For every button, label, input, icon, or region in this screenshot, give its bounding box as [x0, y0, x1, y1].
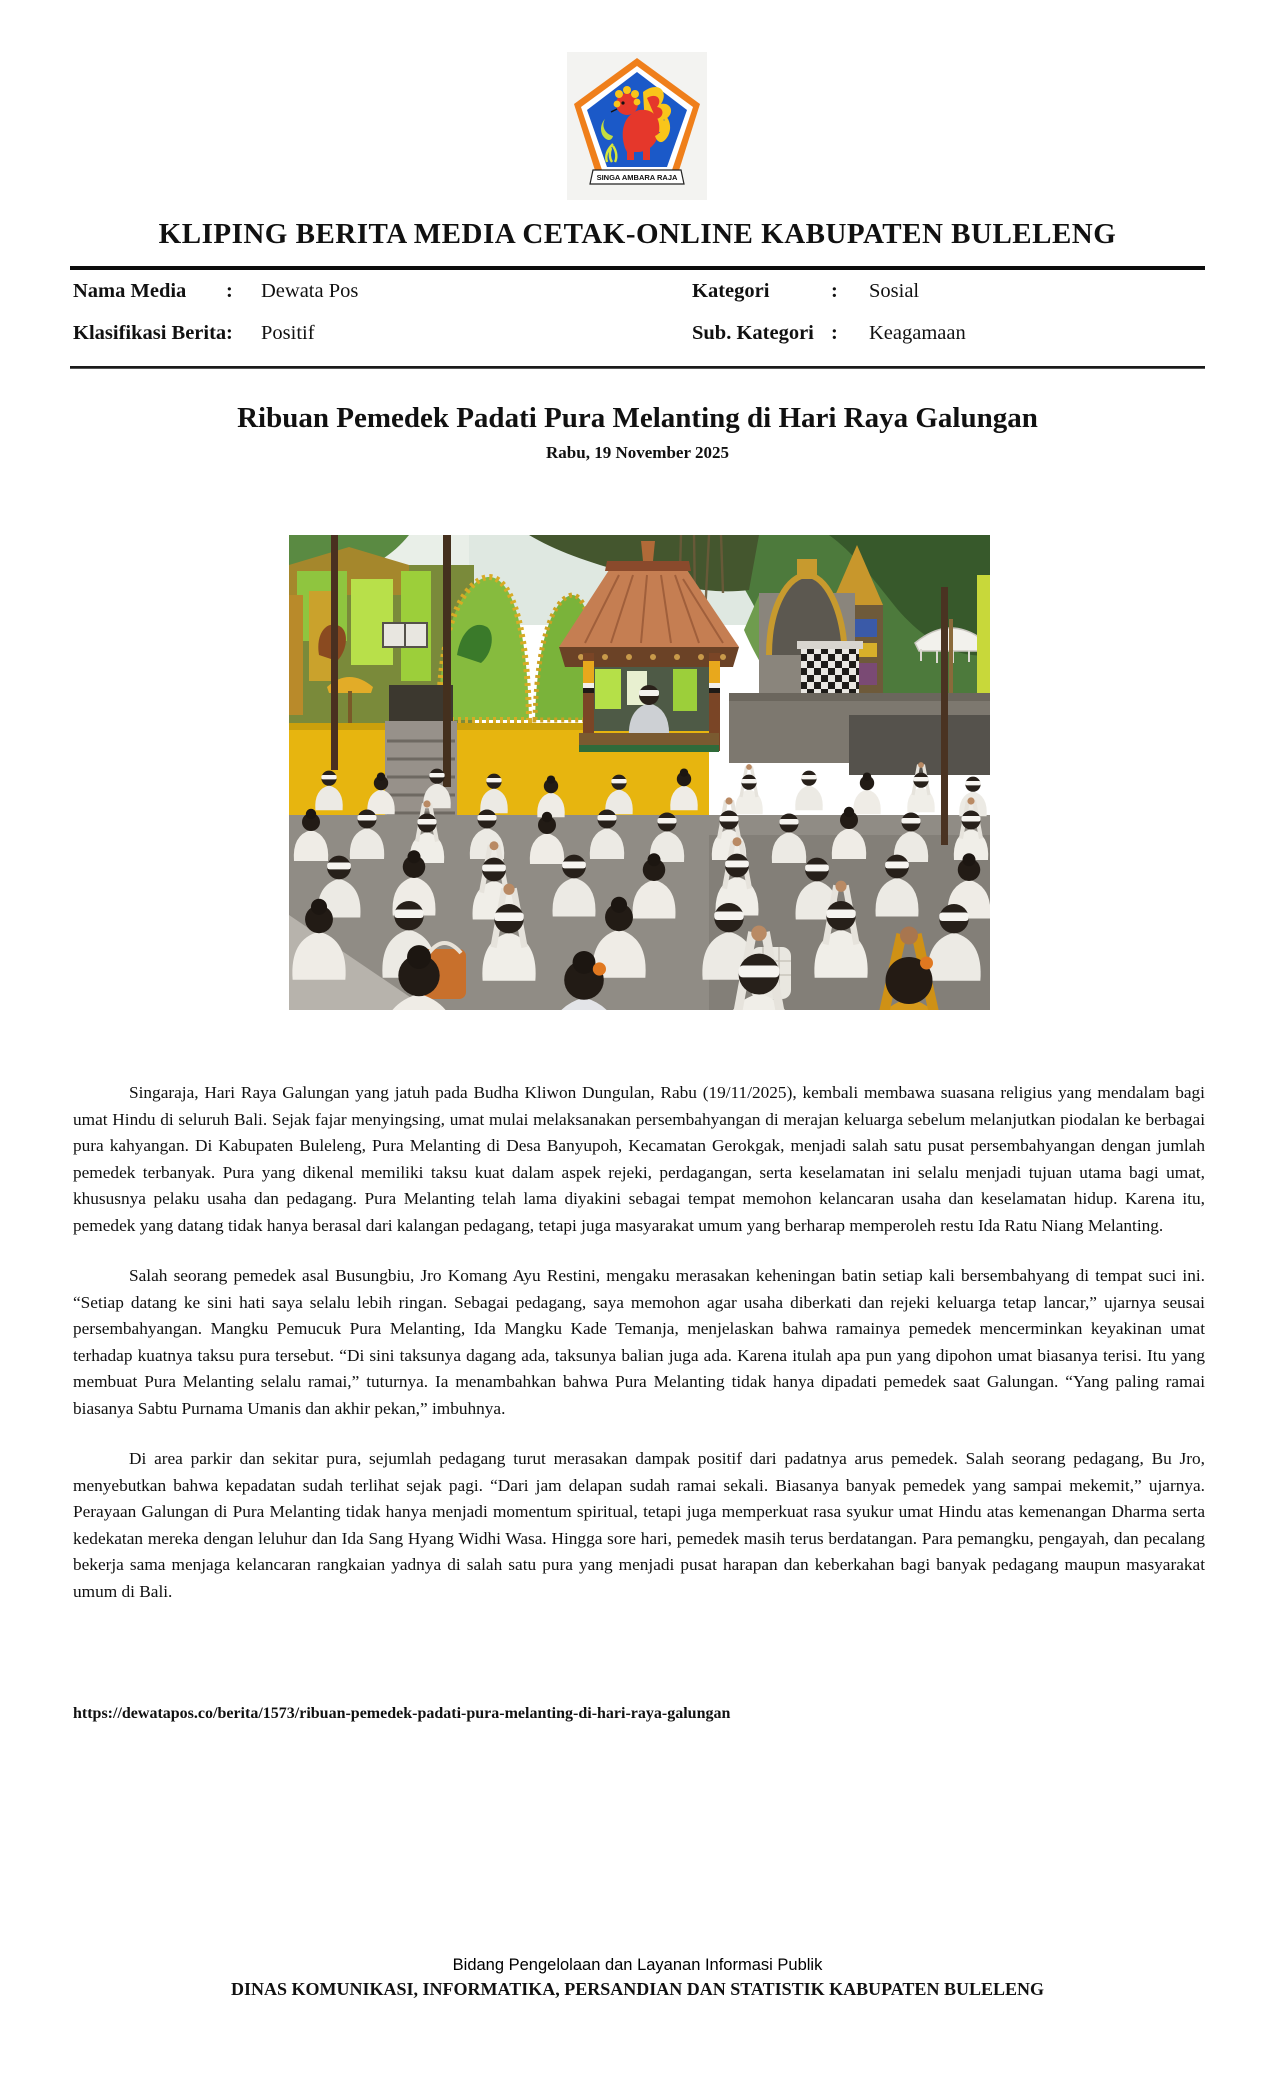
- document-footer: [0, 1956, 1275, 2000]
- meta-colon: :: [831, 280, 838, 302]
- meta-value-klasifikasi: Positif: [261, 322, 315, 344]
- article-source-url[interactable]: https://dewatapos.co/berita/1573/ribuan-pemedek-padati-pura-melanting-di-hari-raya-galungan: [73, 1705, 731, 1722]
- meta-row-2: [0, 322, 1275, 364]
- article-date: Rabu, 19 November 2025: [546, 443, 729, 462]
- meta-colon: :: [831, 322, 838, 344]
- header-rule-top: [70, 266, 1205, 270]
- logo-banner-text: SINGA AMBARA RAJA: [596, 173, 678, 182]
- article-photo: [289, 535, 990, 1010]
- footer-division: Bidang Pengelolaan dan Layanan Informasi Publik: [452, 1956, 823, 1974]
- meta-colon: :: [226, 280, 233, 302]
- buleleng-regency-logo: [567, 52, 707, 200]
- meta-value-kategori: Sosial: [869, 280, 920, 302]
- article-paragraph-1: Singaraja, Hari Raya Galungan yang jatuh pada Budha Kliwon Dungulan, Rabu (19/11/2025), kembali membawa suasana religius yang mendalam bagi umat Hindu di seluruh Bali. Sejak fajar menyingsing, umat mulai melaksanakan persembahyangan di merajan keluarga sebelum melanjutkan piodalan ke berbagai pura kahyangan. Di Kabupaten Buleleng, Pura Melanting di Desa Banyupoh, Kecamatan Gerokgak, menjadi salah satu pusat persembahyangan dengan jumlah pemedek terbanyak. Pura yang dikenal memiliki taksu kuat dalam aspek rejeki, perdagangan, serta keselamatan ini selalu menjadi tujuan utama bagi umat, khususnya pelaku usaha dan pedagang. Pura Melanting telah lama diyakini sebagai tempat memohon kelancaran usaha dan keselamatan hidup. Karena itu, pemedek yang datang tidak hanya berasal dari kalangan pedagang, tetapi juga masyarakat umum yang berharap memperoleh restu Ida Ratu Niang Melanting.: [73, 1083, 1205, 1235]
- article-body: [73, 1080, 1205, 1629]
- header-rule-bottom: [70, 366, 1205, 369]
- meta-colon: :: [226, 322, 233, 344]
- page-title: KLIPING BERITA MEDIA CETAK-ONLINE KABUPATEN BULELENG: [158, 218, 1117, 250]
- meta-label-sub-kategori: Sub. Kategori: [692, 322, 814, 344]
- article-paragraph-3: Di area parkir dan sekitar pura, sejumlah pedagang turut merasakan dampak positif dari padatnya arus pemedek. Salah seorang pedagang, Bu Jro, menyebutkan bahwa kepadatan sudah terlihat sejak pagi. “Dari jam delapan sudah ramai sekali. Biasanya banyak pemedek yang sampai mekemit,” ujarnya. Perayaan Galungan di Pura Melanting tidak hanya menjadi momentum spiritual, tetapi juga memperkuat rasa syukur umat Hindu atas kemenangan Dharma serta kedekatan mereka dengan leluhur dan Ida Sang Hyang Widhi Wasa. Hingga sore hari, pemedek masih terus berdatangan. Para pemangku, pengayah, dan pecalang bekerja sama menjaga kelancaran rangkaian yadnya di salah satu pura yang menjadi pusat harapan dan keberkahan bagi banyak pedagang maupun masyarakat umum di Bali.: [73, 1449, 1205, 1601]
- meta-label-nama-media: Nama Media: [73, 280, 187, 302]
- meta-label-klasifikasi: Klasifikasi Berita: [73, 322, 227, 344]
- footer-agency: DINAS KOMUNIKASI, INFORMATIKA, PERSANDIAN DAN STATISTIK KABUPATEN BULELENG: [231, 1979, 1044, 1999]
- meta-value-nama-media: Dewata Pos: [261, 280, 359, 302]
- temple-ceremony-photo: [289, 535, 990, 1010]
- article-title: Ribuan Pemedek Padati Pura Melanting di Hari Raya Galungan: [237, 402, 1038, 434]
- meta-label-kategori: Kategori: [692, 280, 770, 302]
- media-meta-table: [0, 280, 1275, 364]
- article-paragraph-2: Salah seorang pemedek asal Busungbiu, Jro Komang Ayu Restini, mengaku merasakan keheningan batin setiap kali bersembahyang di tempat suci ini. “Setiap datang ke sini hati saya selalu lebih ringan. Sebagai pedagang, saya memohon agar usaha diberkati dan rejeki keluarga tetap lancar,” ujarnya seusai persembahyangan. Mangku Pemucuk Pura Melanting, Ida Mangku Kade Temanja, menjelaskan bahwa ramainya pemedek mencerminkan keyakinan umat terhadap kuatnya taksu pura tersebut. “Di sini taksunya dagang ada, taksunya balian juga ada. Karena itulah apa pun yang dipohon umat biasanya terisi. Itu yang membuat Pura Melanting selalu ramai,” tuturnya. Ia menambahkan bahwa Pura Melanting tidak hanya dipadati pemedek saat Galungan. “Yang paling ramai biasanya Sabtu Purnama Umanis dan akhir pekan,” imbuhnya.: [73, 1266, 1205, 1418]
- meta-value-sub-kategori: Keagamaan: [869, 322, 966, 344]
- meta-row-1: [0, 280, 1275, 322]
- singa-ambara-raja-emblem-icon: [567, 52, 707, 200]
